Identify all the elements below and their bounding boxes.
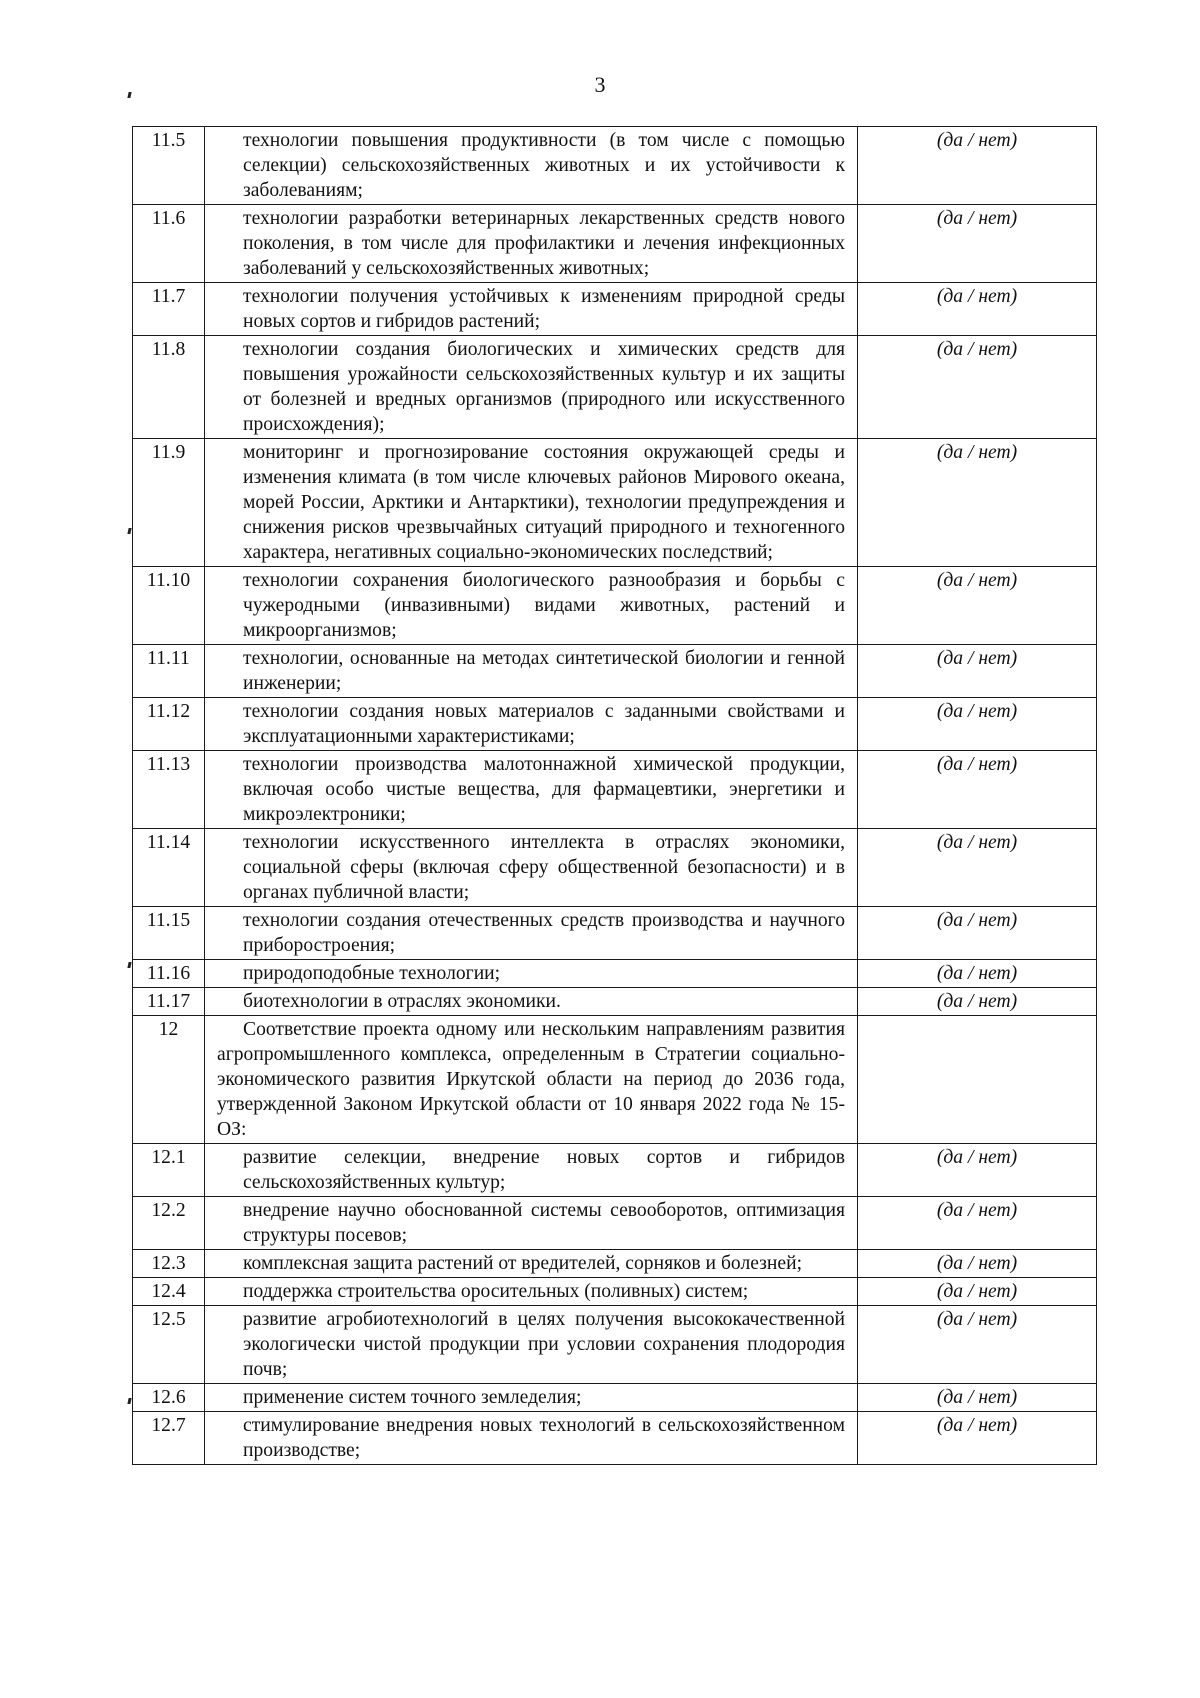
row-answer: (да / нет) — [858, 567, 1097, 645]
row-description: биотехнологии в отраслях экономики. — [205, 988, 858, 1016]
table-row — [133, 698, 1097, 751]
row-number: 12.2 — [133, 1197, 205, 1250]
row-answer: (да / нет) — [858, 283, 1097, 336]
row-description: стимулирование внедрения новых технологий в сельскохозяйственном производстве; — [205, 1412, 858, 1465]
row-description: развитие агробиотехнологий в целях получения высококачественной экологически чистой продукции при условии сохранения плодородия почв; — [205, 1306, 858, 1384]
row-number: 12.4 — [133, 1278, 205, 1306]
row-description: развитие селекции, внедрение новых сортов и гибридов сельскохозяйственных культур; — [205, 1144, 858, 1197]
table-row — [133, 1306, 1097, 1384]
table-row — [133, 205, 1097, 283]
row-number: 11.6 — [133, 205, 205, 283]
row-description: технологии сохранения биологического разнообразия и борьбы с чужеродными (инвазивными) видами животных, растений и микроорганизмов; — [205, 567, 858, 645]
table-row — [133, 1412, 1097, 1465]
row-number: 11.13 — [133, 751, 205, 829]
row-description: природоподобные технологии; — [205, 960, 858, 988]
row-description: технологии разработки ветеринарных лекарственных средств нового поколения, в том числе для профилактики и лечения инфекционных заболеваний у сельскохозяйственных животных; — [205, 205, 858, 283]
table-row — [133, 829, 1097, 907]
table-row — [133, 567, 1097, 645]
row-description: внедрение научно обоснованной системы севооборотов, оптимизация структуры посевов; — [205, 1197, 858, 1250]
row-description: технологии создания отечественных средств производства и научного приборостроения; — [205, 907, 858, 960]
row-answer: (да / нет) — [858, 751, 1097, 829]
criteria-table — [132, 126, 1097, 1465]
row-description: поддержка строительства оросительных (поливных) систем; — [205, 1278, 858, 1306]
row-number: 11.16 — [133, 960, 205, 988]
scan-mark — [127, 528, 131, 534]
table-row — [133, 127, 1097, 205]
row-number: 11.9 — [133, 439, 205, 567]
table-row — [133, 1278, 1097, 1306]
row-description: комплексная защита растений от вредителей, сорняков и болезней; — [205, 1250, 858, 1278]
row-answer: (да / нет) — [858, 1144, 1097, 1197]
row-number: 11.8 — [133, 336, 205, 439]
table-row — [133, 1016, 1097, 1144]
row-answer: (да / нет) — [858, 205, 1097, 283]
row-answer: (да / нет) — [858, 1306, 1097, 1384]
table-row — [133, 1250, 1097, 1278]
row-answer: (да / нет) — [858, 960, 1097, 988]
row-description: технологии, основанные на методах синтетической биологии и генной инженерии; — [205, 645, 858, 698]
scan-mark — [127, 1398, 131, 1404]
row-description: технологии создания новых материалов с заданными свойствами и эксплуатационными характеристиками; — [205, 698, 858, 751]
row-answer: (да / нет) — [858, 336, 1097, 439]
table-row — [133, 960, 1097, 988]
scan-mark — [127, 962, 131, 968]
row-description: технологии искусственного интеллекта в отраслях экономики, социальной сферы (включая сферу общественной безопасности) и в органах публичной власти; — [205, 829, 858, 907]
row-number: 11.7 — [133, 283, 205, 336]
row-number: 11.15 — [133, 907, 205, 960]
row-number: 12.5 — [133, 1306, 205, 1384]
row-description: технологии повышения продуктивности (в том числе с помощью селекции) сельскохозяйственных животных и их устойчивости к заболеваниям; — [205, 127, 858, 205]
table-row — [133, 988, 1097, 1016]
row-answer: (да / нет) — [858, 829, 1097, 907]
row-number: 12.7 — [133, 1412, 205, 1465]
row-description: технологии производства малотоннажной химической продукции, включая особо чистые вещества, для фармацевтики, энергетики и микроэлектроники; — [205, 751, 858, 829]
row-answer — [858, 1016, 1097, 1144]
row-answer: (да / нет) — [858, 1250, 1097, 1278]
row-description: мониторинг и прогнозирование состояния окружающей среды и изменения климата (в том числе ключевых районов Мирового океана, морей России, Арктики и Антарктики), технологии предупреждения и снижения рисков чрезвычайных ситуаций природного и техногенного характера, негативных социально-экономических последствий; — [205, 439, 858, 567]
row-answer: (да / нет) — [858, 907, 1097, 960]
row-answer: (да / нет) — [858, 645, 1097, 698]
row-number: 11.12 — [133, 698, 205, 751]
row-answer: (да / нет) — [858, 127, 1097, 205]
row-description: технологии создания биологических и химических средств для повышения урожайности сельскохозяйственных культур и их защиты от болезней и вредных организмов (природного или искусственного происхождения); — [205, 336, 858, 439]
table-row — [133, 1384, 1097, 1412]
row-answer: (да / нет) — [858, 1197, 1097, 1250]
row-answer: (да / нет) — [858, 698, 1097, 751]
table-row — [133, 336, 1097, 439]
page-number: 3 — [594, 72, 606, 97]
table-row — [133, 1197, 1097, 1250]
row-description: технологии получения устойчивых к изменениям природной среды новых сортов и гибридов растений; — [205, 283, 858, 336]
row-answer: (да / нет) — [858, 439, 1097, 567]
row-number: 11.17 — [133, 988, 205, 1016]
row-description: применение систем точного земледелия; — [205, 1384, 858, 1412]
row-number: 12.6 — [133, 1384, 205, 1412]
table-row — [133, 751, 1097, 829]
row-number: 12.1 — [133, 1144, 205, 1197]
row-number: 11.14 — [133, 829, 205, 907]
row-number: 12.3 — [133, 1250, 205, 1278]
row-description: Соответствие проекта одному или нескольким направлениям развития агропромышленного комплекса, определенным в Стратегии социально-экономического развития Иркутской области на период до 2036 года, утвержденной Законом Иркутской области от 10 января 2022 года № 15-ОЗ: — [205, 1016, 858, 1144]
row-answer: (да / нет) — [858, 1412, 1097, 1465]
table-row — [133, 283, 1097, 336]
row-answer: (да / нет) — [858, 988, 1097, 1016]
row-number: 11.11 — [133, 645, 205, 698]
row-number: 11.5 — [133, 127, 205, 205]
row-number: 11.10 — [133, 567, 205, 645]
table-row — [133, 645, 1097, 698]
row-number: 12 — [133, 1016, 205, 1144]
row-answer: (да / нет) — [858, 1384, 1097, 1412]
table-row — [133, 1144, 1097, 1197]
table-row — [133, 439, 1097, 567]
criteria-table-body — [133, 127, 1097, 1465]
row-answer: (да / нет) — [858, 1278, 1097, 1306]
table-row — [133, 907, 1097, 960]
